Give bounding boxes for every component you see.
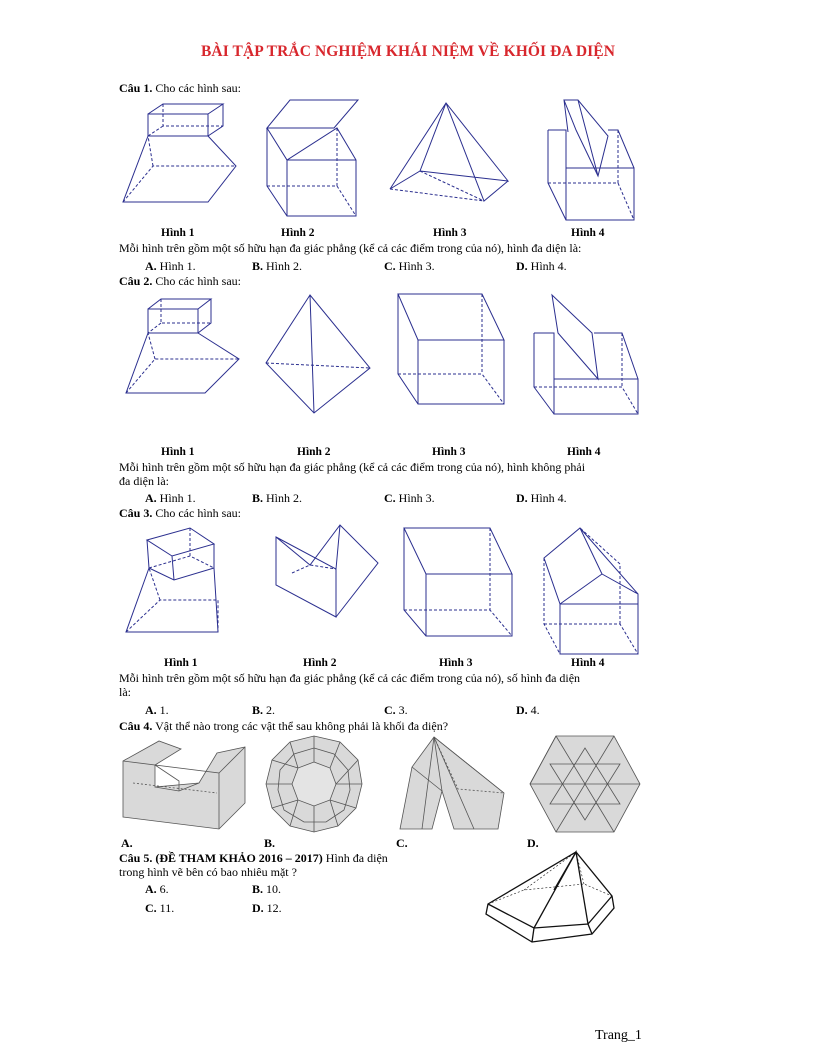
q3-figure-1 — [122, 524, 246, 636]
q4-label-b: B. — [264, 836, 276, 850]
option-key: D. — [516, 259, 528, 273]
option-text: Hình 3. — [398, 259, 435, 273]
option-key: A. — [145, 703, 157, 717]
q1-caption-1: Hình 1 — [161, 227, 195, 239]
q2-figure-4 — [532, 293, 642, 417]
option-key: A. — [145, 882, 157, 896]
q5-option-d[interactable] — [252, 901, 282, 915]
q3-caption-3: Hình 3 — [439, 657, 473, 669]
q3-text — [119, 672, 649, 699]
option-text: 1. — [159, 703, 169, 717]
q4-label: Câu 4. — [119, 719, 153, 733]
option-key: C. — [384, 259, 396, 273]
q2-caption-2: Hình 2 — [297, 446, 331, 458]
q5-prompt-line-2: trong hình vẽ bên có bao nhiêu mặt ? — [119, 865, 297, 879]
option-key: D. — [516, 703, 528, 717]
option-text: 6. — [159, 882, 169, 896]
q1-caption-4: Hình 4 — [571, 227, 605, 239]
q2-option-d[interactable] — [516, 491, 567, 505]
q5-prompt-line-1: Hình đa diện — [325, 851, 388, 865]
q1-header — [119, 81, 241, 95]
q3-option-a[interactable] — [145, 703, 169, 717]
option-key: B. — [252, 882, 264, 896]
q3-option-c[interactable] — [384, 703, 408, 717]
q3-caption-1: Hình 1 — [164, 657, 198, 669]
q4-prompt: Vật thể nào trong các vật thể sau không phải là khối đa diện? — [155, 719, 449, 733]
q3-header — [119, 506, 241, 520]
q2-text-line-1: Mỗi hình trên gồm một số hữu hạn đa giác phẳng (kể cả các điểm trong của nó), hình không phải — [119, 460, 586, 474]
q2-text-line-2: đa diện là: — [119, 473, 169, 488]
q5-header — [119, 851, 388, 865]
q2-option-a[interactable] — [145, 491, 196, 505]
q2-figure-1 — [123, 295, 243, 397]
q2-figure-3 — [396, 292, 508, 408]
option-key: D. — [516, 491, 528, 505]
q1-option-a[interactable] — [145, 259, 196, 273]
option-text: 4. — [530, 703, 540, 717]
q1-option-b[interactable] — [252, 259, 302, 273]
option-text: 11. — [159, 901, 175, 915]
q3-text-line-2: là: — [119, 684, 131, 699]
option-text: 2. — [266, 703, 276, 717]
option-key: C. — [384, 703, 396, 717]
q4-figure-c[interactable] — [398, 735, 506, 831]
q3-text-line-1: Mỗi hình trên gồm một số hữu hạn đa giác phẳng (kể cả các điểm trong của nó), số hình đa diện — [119, 671, 581, 685]
q5-option-b[interactable] — [252, 882, 281, 896]
q4-label-c: C. — [396, 836, 408, 850]
q2-header — [119, 274, 241, 288]
q5-label: Câu 5. (ĐỀ THAM KHẢO 2016 – 2017) — [119, 851, 323, 865]
option-text: Hình 1. — [159, 491, 196, 505]
option-text: 3. — [398, 703, 408, 717]
option-key: C. — [384, 491, 396, 505]
q2-prompt: Cho các hình sau: — [155, 274, 241, 288]
option-key: B. — [252, 703, 264, 717]
q5-option-a[interactable] — [145, 882, 169, 896]
q2-option-c[interactable] — [384, 491, 435, 505]
page-number: Trang_1 — [595, 1028, 642, 1043]
q1-figure-3 — [388, 101, 512, 205]
q1-option-c[interactable] — [384, 259, 435, 273]
q4-figure-a[interactable] — [119, 737, 249, 833]
option-key: B. — [252, 259, 264, 273]
option-key: B. — [252, 491, 264, 505]
q3-option-d[interactable] — [516, 703, 540, 717]
q3-figure-3 — [400, 524, 516, 640]
q1-option-d[interactable] — [516, 259, 567, 273]
q4-header — [119, 719, 448, 733]
q1-caption-2: Hình 2 — [281, 227, 315, 239]
q5-option-c[interactable] — [145, 901, 174, 915]
option-text: Hình 2. — [266, 259, 303, 273]
option-text: 12. — [266, 901, 282, 915]
q4-figure-b[interactable] — [264, 734, 364, 834]
option-text: Hình 4. — [530, 491, 567, 505]
q2-text — [119, 461, 649, 488]
q3-caption-2: Hình 2 — [303, 657, 337, 669]
option-text: Hình 4. — [530, 259, 567, 273]
q2-caption-1: Hình 1 — [161, 446, 195, 458]
q5-figure — [484, 850, 618, 944]
q2-label: Câu 2. — [119, 274, 153, 288]
option-key: A. — [145, 259, 157, 273]
q2-caption-4: Hình 4 — [567, 446, 601, 458]
option-text: Hình 3. — [398, 491, 435, 505]
q1-caption-3: Hình 3 — [433, 227, 467, 239]
option-key: D. — [252, 901, 264, 915]
option-key: C. — [145, 901, 157, 915]
q4-label-a: A. — [121, 836, 133, 850]
q3-option-b[interactable] — [252, 703, 275, 717]
option-text: 10. — [266, 882, 282, 896]
q3-figure-2 — [270, 523, 380, 623]
q1-text: Mỗi hình trên gồm một số hữu hạn đa giác phẳng (kể cả các điểm trong của nó), hình đa diện là: — [119, 241, 582, 255]
q1-figure-1 — [118, 100, 242, 205]
q3-figure-4 — [540, 524, 644, 660]
q1-figure-4 — [546, 98, 640, 223]
q3-prompt: Cho các hình sau: — [155, 506, 241, 520]
page-title: BÀI TẬP TRẮC NGHIỆM KHÁI NIỆM VỀ KHỐI ĐA DIỆN — [200, 43, 616, 60]
q4-figure-d[interactable] — [528, 734, 642, 834]
q1-label: Câu 1. — [119, 81, 153, 95]
q1-prompt: Cho các hình sau: — [155, 81, 241, 95]
option-text: Hình 2. — [266, 491, 303, 505]
q2-option-b[interactable] — [252, 491, 302, 505]
q3-caption-4: Hình 4 — [571, 657, 605, 669]
q3-label: Câu 3. — [119, 506, 153, 520]
q4-label-d: D. — [527, 836, 539, 850]
option-text: Hình 1. — [159, 259, 196, 273]
q2-figure-2 — [262, 293, 374, 415]
q1-figure-2 — [262, 98, 360, 218]
q2-caption-3: Hình 3 — [432, 446, 466, 458]
option-key: A. — [145, 491, 157, 505]
